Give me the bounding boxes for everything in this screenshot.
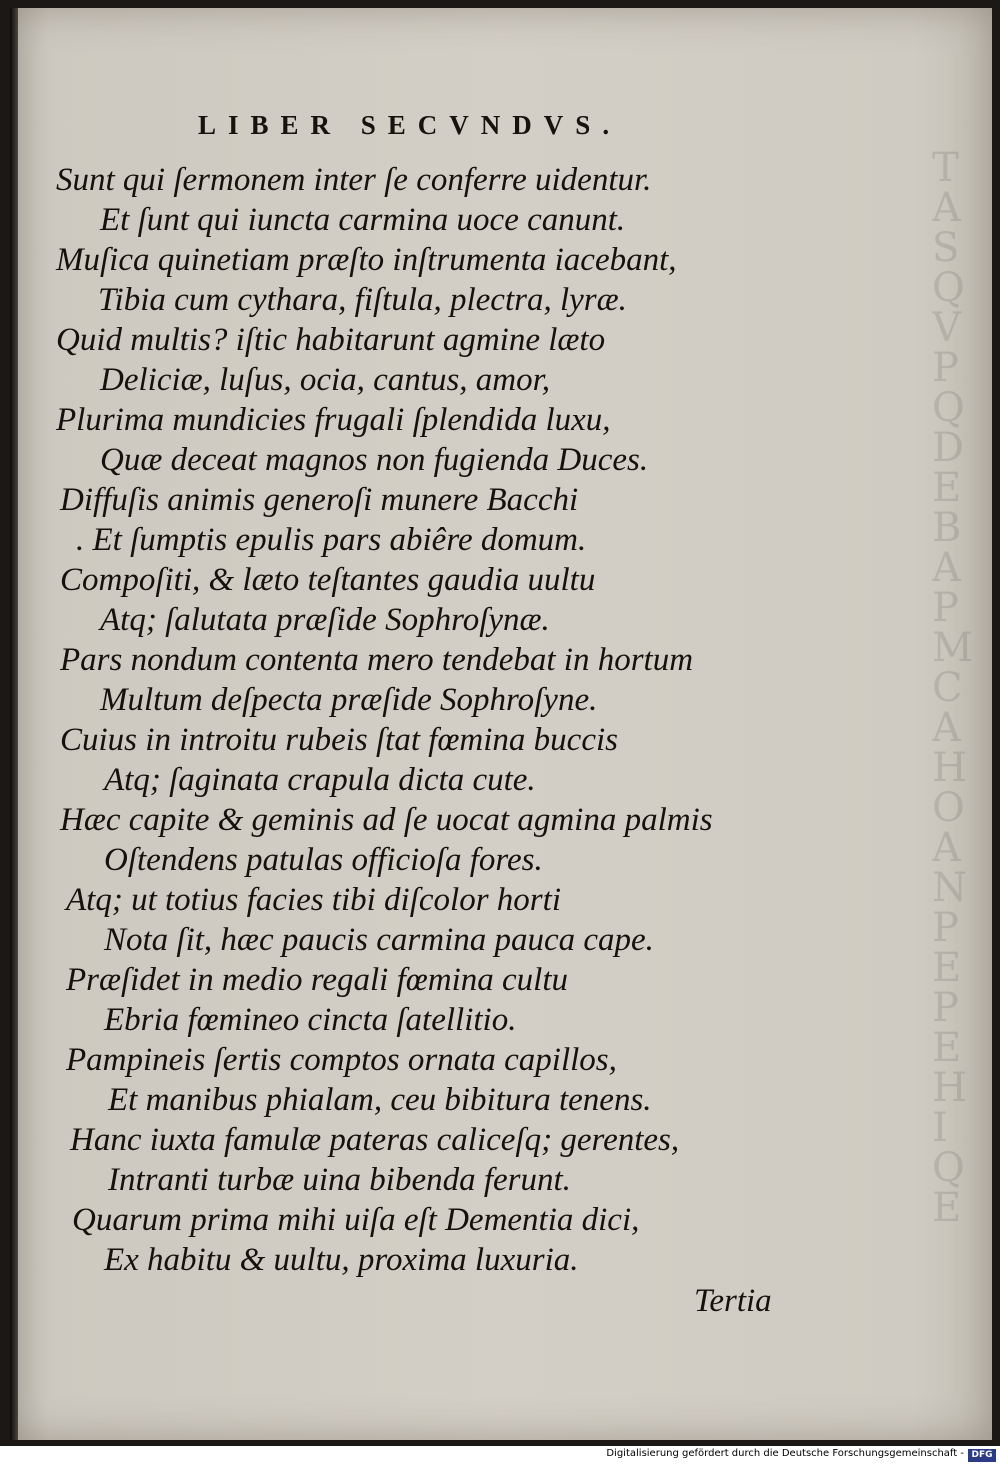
verse-line: Atq; ut totius facies tibi diſcolor horti (66, 882, 561, 918)
verse-line: Oſtendens patulas officioſa fores. (104, 842, 543, 878)
verse-line: Quid multis? iſtic habitarunt agmine læto (56, 322, 606, 358)
verse-line: Ebria fœmineo cincta ſatellitio. (104, 1002, 517, 1038)
show-through-text: T A S Q V P Q D E B A P M C A H O A N P E P E H I Q E (932, 148, 973, 1231)
verse-line: Hæc capite & geminis ad ſe uocat agmina palmis (60, 802, 713, 838)
verse-line: Diffuſis animis generoſi munere Bacchi (60, 482, 579, 518)
verse-line: Pars nondum contenta mero tendebat in hortum (60, 642, 694, 678)
verse-line: Ex habitu & uultu, proxima luxuria. (104, 1242, 579, 1278)
verse-line: Quæ deceat magnos non fugienda Duces. (100, 442, 649, 478)
verse-line: Sunt qui ſermonem inter ſe conferre uidentur. (56, 162, 652, 198)
verse-line: Plurima mundicies frugali ſplendida luxu, (56, 402, 611, 438)
verse-line: Hanc iuxta famulæ pateras caliceſq; gerentes, (70, 1122, 680, 1158)
verse-line: Tibia cum cythara, fiſtula, plectra, lyræ. (98, 282, 627, 318)
verse-line: Atq; ſaginata crapula dicta cute. (104, 762, 536, 798)
verse-block (0, 160, 1000, 1280)
verse-line: Atq; ſalutata præſide Sophroſynæ. (100, 602, 550, 638)
verse-line: Præſidet in medio regali fœmina cultu (66, 962, 568, 998)
verse-line: Intranti turbæ uina bibenda ferunt. (108, 1162, 571, 1198)
footer-credit: Digitalisierung gefördert durch die Deutsche Forschungsgemeinschaft - (606, 1448, 964, 1459)
digitization-footer (0, 1446, 1000, 1466)
verse-line: Et ſunt qui iuncta carmina uoce canunt. (100, 202, 626, 238)
verse-line: Nota ſit, hæc paucis carmina pauca cape. (104, 922, 654, 958)
verse-line: Cuius in introitu rubeis ſtat fœmina buccis (60, 722, 618, 758)
running-header: LIBER SECVNDVS. (198, 110, 622, 140)
verse-line: Multum deſpecta præſide Sophroſyne. (100, 682, 598, 718)
verse-line: Et manibus phialam, ceu bibitura tenens. (108, 1082, 652, 1118)
dfg-logo: DFG (968, 1449, 996, 1462)
verse-line: Pampineis ſertis comptos ornata capillos, (66, 1042, 617, 1078)
verse-line: Quarum prima mihi uiſa eſt Dementia dici, (72, 1202, 640, 1238)
verse-line: Muſica quinetiam præſto inſtrumenta iacebant, (56, 242, 677, 278)
verse-line: Compoſiti, & læto teſtantes gaudia uultu (60, 562, 596, 598)
verse-line: . Et ſumptis epulis pars abiêre domum. (76, 522, 587, 558)
verse-line: Deliciæ, luſus, ocia, cantus, amor, (100, 362, 551, 398)
catchword: Tertia (694, 1283, 772, 1319)
